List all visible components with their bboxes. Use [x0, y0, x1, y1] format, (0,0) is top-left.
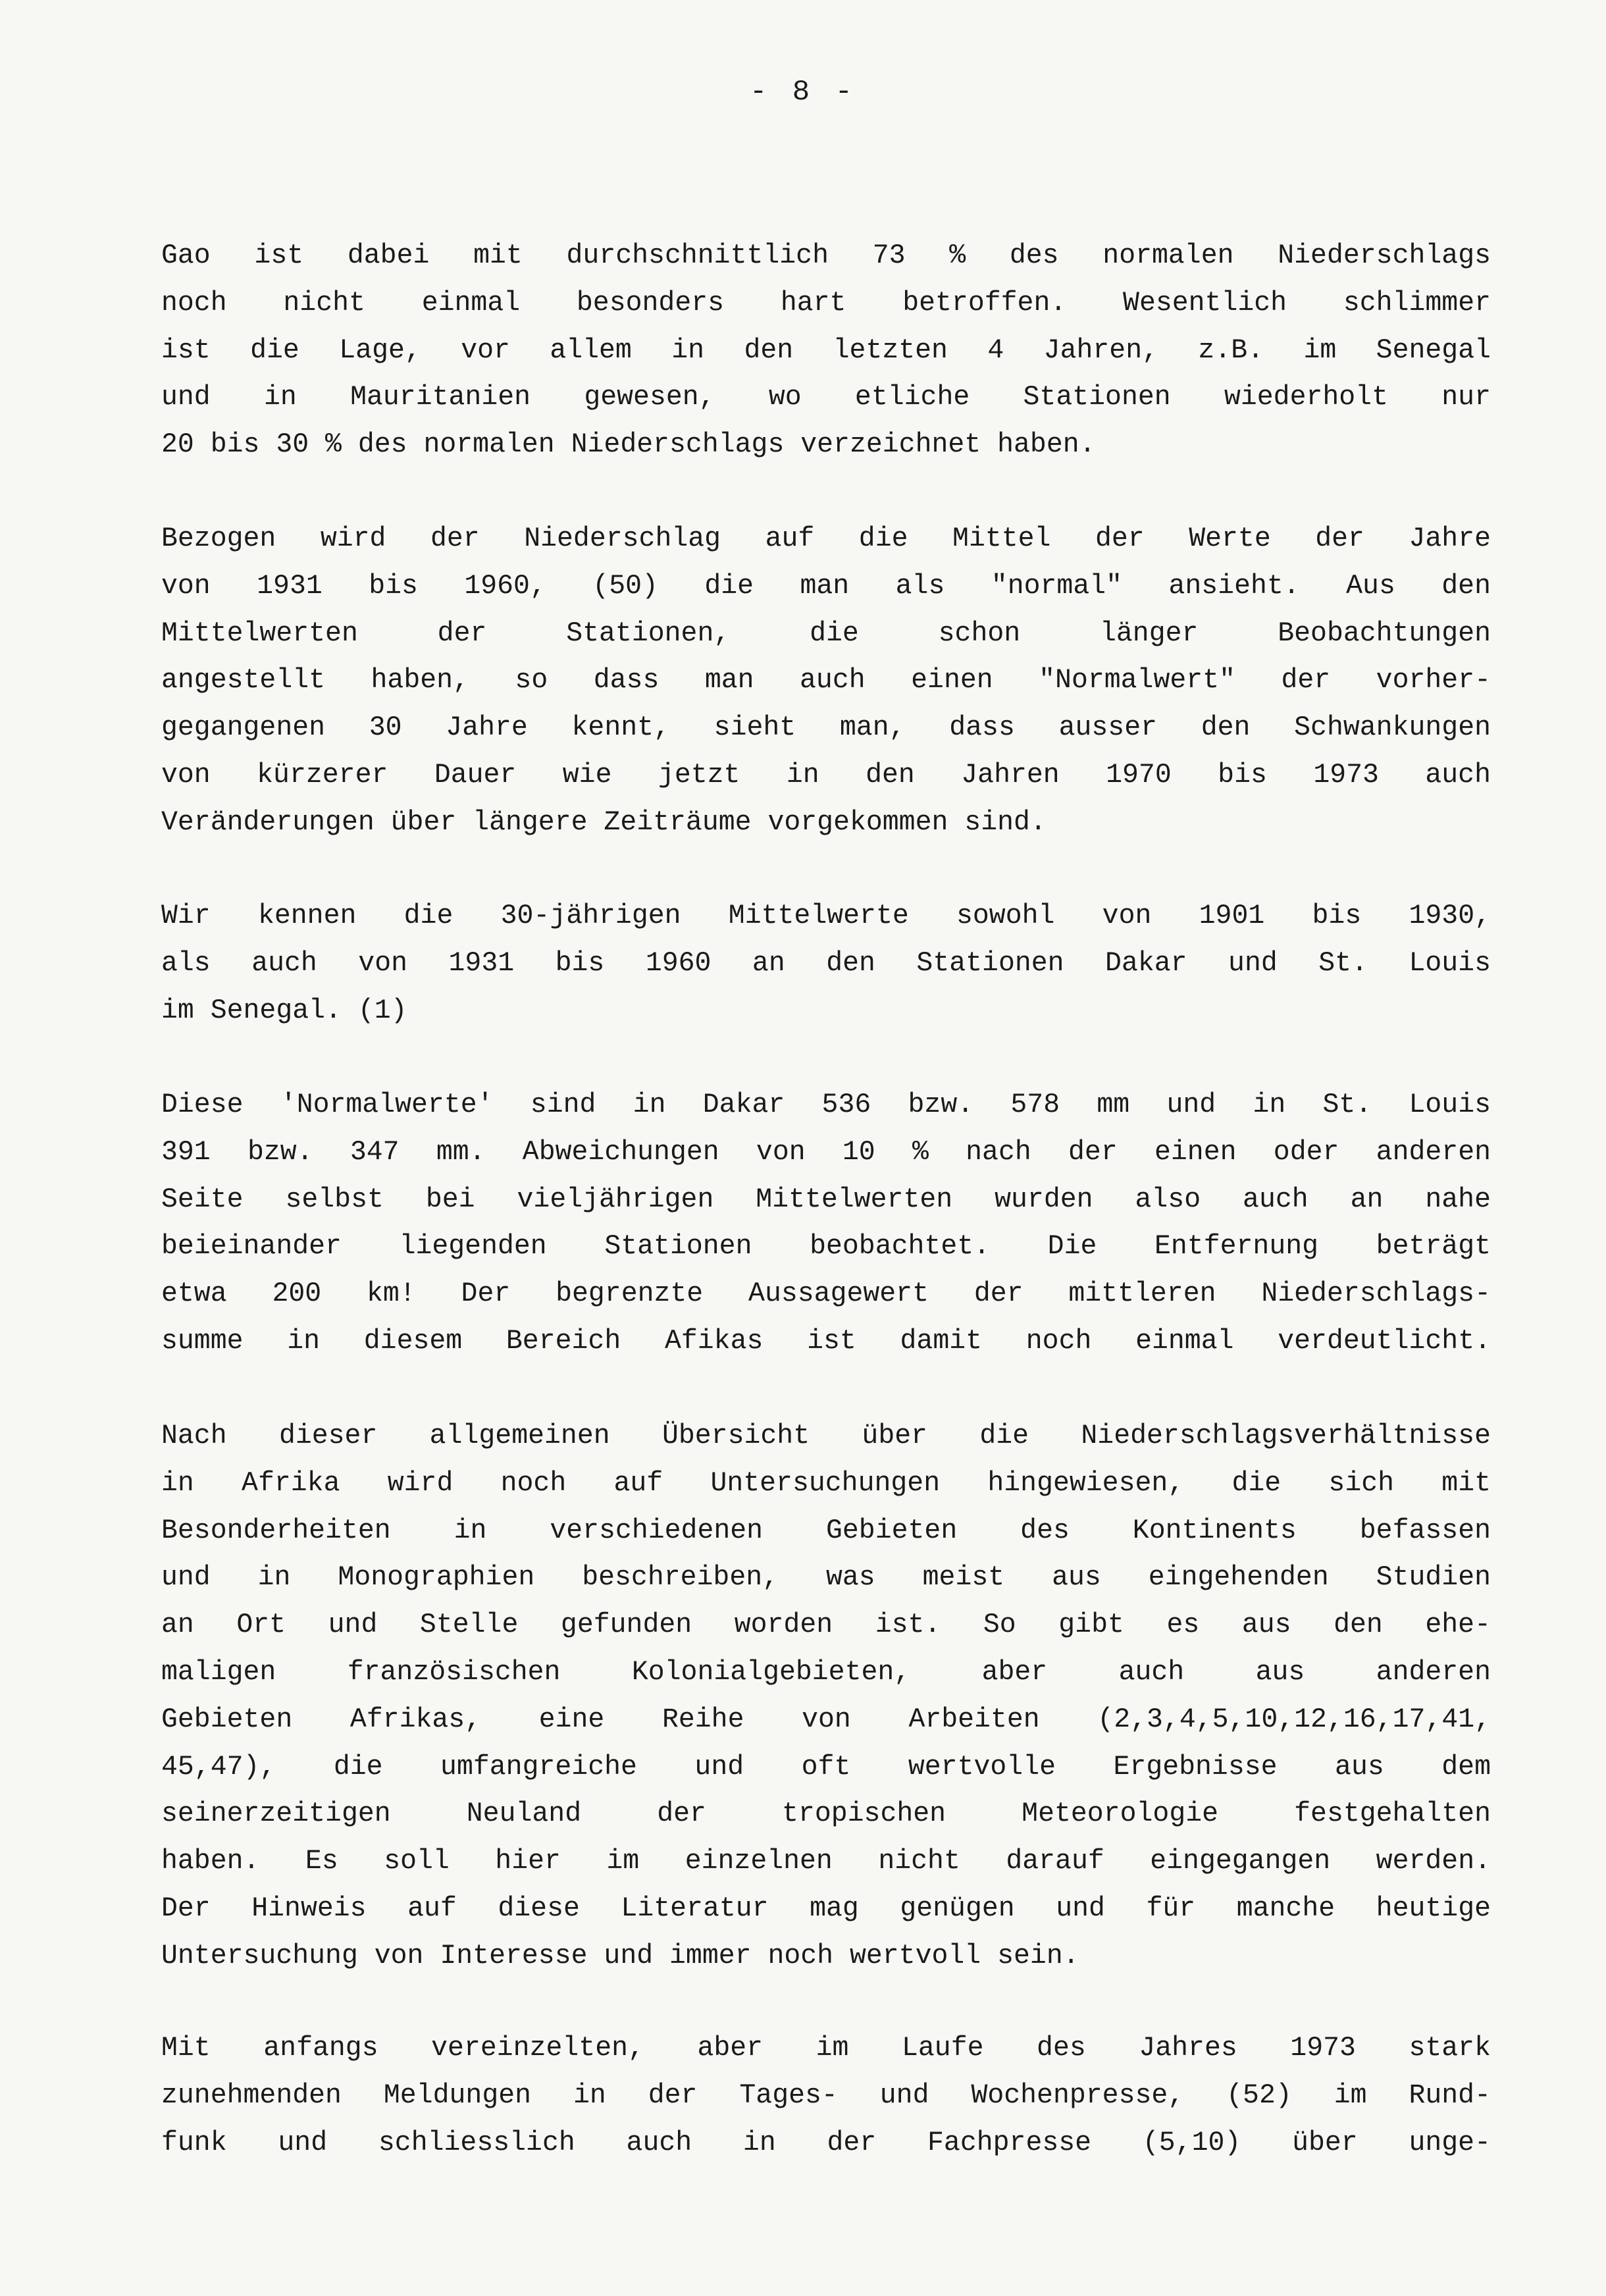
text-line: Bezogen wird der Niederschlag auf die Mittel der Werte der Jahre — [161, 523, 1491, 554]
text-line: in Afrika wird noch auf Untersuchungen hingewiesen, die sich mit — [161, 1467, 1491, 1499]
paragraph-1 — [161, 232, 1491, 469]
paragraph-2 — [161, 515, 1491, 847]
text-line: 45,47), die umfangreiche und oft wertvolle Ergebnisse aus dem — [161, 1751, 1491, 1783]
text-line: Veränderungen über längere Zeiträume vorgekommen sind. — [161, 806, 1047, 838]
text-line: und in Monographien beschreiben, was meist aus eingehenden Studien — [161, 1562, 1491, 1594]
text-line: maligen französischen Kolonialgebieten, aber auch aus anderen — [161, 1656, 1491, 1688]
text-line: haben. Es soll hier im einzelnen nicht darauf eingegangen werden. — [161, 1846, 1491, 1877]
text-line: an Ort und Stelle gefunden worden ist. So gibt es aus den ehe- — [161, 1609, 1491, 1641]
text-line: funk und schliesslich auch in der Fachpresse (5,10) über unge- — [161, 2127, 1491, 2158]
text-line: Wir kennen die 30-jährigen Mittelwerte sowohl von 1901 bis 1930, — [161, 900, 1491, 931]
text-line: beieinander liegenden Stationen beobachtet. Die Entfernung beträgt — [161, 1231, 1491, 1263]
text-line: ist die Lage, vor allem in den letzten 4 Jahren, z.B. im Senegal — [161, 334, 1491, 366]
text-line: Untersuchung von Interesse und immer noch wertvoll sein. — [161, 1940, 1079, 1971]
text-line: von kürzerer Dauer wie jetzt in den Jahren 1970 bis 1973 auch — [161, 759, 1491, 791]
text-line: Diese 'Normalwerte' sind in Dakar 536 bzw. 578 mm und in St. Louis — [161, 1089, 1491, 1120]
text-line: und in Mauritanien gewesen, wo etliche Stationen wiederholt nur — [161, 382, 1491, 413]
text-line: seinerzeitigen Neuland der tropischen Meteorologie festgehalten — [161, 1798, 1491, 1830]
text-line: als auch von 1931 bis 1960 an den Stationen Dakar und St. Louis — [161, 947, 1491, 979]
text-line: noch nicht einmal besonders hart betroffen. Wesentlich schlimmer — [161, 287, 1491, 319]
text-line: Mittelwerten der Stationen, die schon länger Beobachtungen — [161, 617, 1491, 649]
text-line: gegangenen 30 Jahre kennt, sieht man, dass ausser den Schwankungen — [161, 712, 1491, 744]
text-line: Gebieten Afrikas, eine Reihe von Arbeiten (2,3,4,5,10,12,16,17,41, — [161, 1704, 1491, 1735]
text-line: Besonderheiten in verschiedenen Gebieten des Kontinents befassen — [161, 1515, 1491, 1546]
text-line: 391 bzw. 347 mm. Abweichungen von 10 % nach der einen oder anderen — [161, 1136, 1491, 1168]
text-line: angestellt haben, so dass man auch einen "Normalwert" der vorher- — [161, 665, 1491, 696]
text-line: etwa 200 km! Der begrenzte Aussagewert der mittleren Niederschlags- — [161, 1278, 1491, 1310]
text-line: Nach dieser allgemeinen Übersicht über die Niederschlagsverhältnisse — [161, 1421, 1491, 1451]
paragraph-6 — [161, 2025, 1491, 2166]
text-line: summe in diesem Bereich Afikas ist damit noch einmal verdeutlicht. — [161, 1325, 1491, 1357]
text-line: 20 bis 30 % des normalen Niederschlags verzeichnet haben. — [161, 429, 1096, 461]
text-line: von 1931 bis 1960, (50) die man als "normal" ansieht. Aus den — [161, 570, 1491, 602]
text-line: im Senegal. (1) — [161, 995, 407, 1026]
text-line: Mit anfangs vereinzelten, aber im Laufe des Jahres 1973 stark — [161, 2033, 1491, 2064]
paragraph-3 — [161, 893, 1491, 1034]
text-line: Der Hinweis auf diese Literatur mag genügen und für manche heutige — [161, 1892, 1491, 1924]
page-number: - 8 - — [749, 76, 857, 109]
paragraph-5 — [161, 1413, 1491, 1980]
paragraph-4 — [161, 1082, 1491, 1365]
text-line: Gao ist dabei mit durchschnittlich 73 % des normalen Niederschlags — [161, 240, 1491, 271]
text-line: Seite selbst bei vieljährigen Mittelwerten wurden also auch an nahe — [161, 1184, 1491, 1215]
text-line: zunehmenden Meldungen in der Tages- und Wochenpresse, (52) im Rund- — [161, 2079, 1491, 2111]
